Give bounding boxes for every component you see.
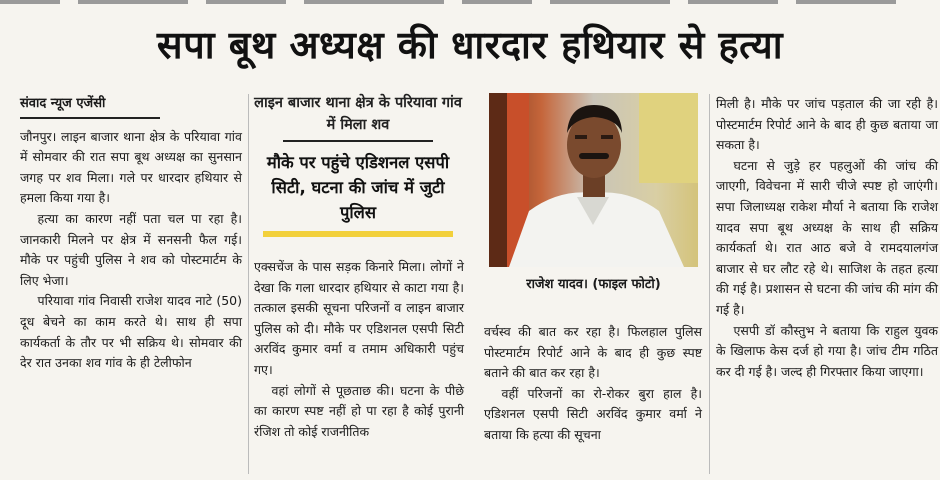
paragraph: घटना से जुड़े हर पहलुओं की जांच की जाएगी, विवेचना में सारी चीजे स्पष्ट हो जाएंगी। सपा जिलाध्यक्ष राकेश मौर्या ने बताया कि राजेश यादव सपा बूथ अध्यक्ष के साथ ही सक्रिय कार्यकर्ता थे। रात आठ बजे वे रामदयालगंज बाजार से घर लौट रहे थे। साजिश के तहत हत्या की गई है। प्रशासन से घटना की जांच की मांग की गई है। [716, 157, 938, 317]
paragraph: वहां लोगों से पूछताछ की। घटना के पीछे का कारण स्पष्ट नहीं हो पा रहा है कोई पुरानी रंजिश तो कोई राजनीतिक [254, 382, 464, 439]
subhead-secondary: मौके पर पहुंचे एडिशनल एसपी सिटी, घटना की जांच में जुटी पुलिस [266, 153, 450, 222]
headline: सपा बूथ अध्यक्ष की धारदार हथियार से हत्या [156, 23, 784, 67]
byline: संवाद न्यूज एजेंसी [20, 94, 160, 119]
paragraph: मिली है। मौके पर जांच पड़ताल की जा रही है। पोस्टमार्टम रिपोर्ट आने के बाद ही कुछ बताया जा सकता है। [716, 96, 938, 153]
paragraph: वहीं परिजनों का रो-रोकर बुरा हाल है। एडिशनल एसपी सिटी अरविंद कुमार वर्मा ने बताया कि हत्या की सूचना [484, 385, 702, 442]
paragraph: वर्चस्व की बात कर रहा है। फिलहाल पुलिस पोस्टमार्टम रिपोर्ट आने के बाद ही कुछ स्पष्ट बताने की बात कर रहा है। [484, 324, 702, 381]
cropped-previous-text [0, 0, 940, 14]
article-column-3 [484, 322, 702, 446]
paragraph: एक्सचेंज के पास सड़क किनारे मिला। लोगों ने देखा कि गला धारदार हथियार से काटा गया है। तत्काल इसकी सूचना परिजनों व लाइन बाजार पुलिस को दी। मौके पर एडिशनल एसपी सिटी अरविंद कुमार वर्मा व तमाम अधिकारी पहुंच गए। [254, 259, 464, 377]
yellow-accent-bar [263, 231, 453, 237]
paragraph: परियावा गांव निवासी राजेश यादव नाटे (50) दूध बेचने का काम करते थे। साथ ही सपा कार्यकर्ता के तौर पर भी सक्रिय थे। सोमवार की देर रात उनका शव गांव के ही टेलीफोन [20, 293, 242, 371]
paragraph: जौनपुर। लाइन बाजार थाना क्षेत्र के परियावा गांव में सोमवार की रात सपा बूथ अध्यक्ष का सुनसान जगह पर शव मिला। गले पर धारदार हथियार से हमला किया गया है। [20, 128, 242, 206]
photo-caption: राजेश यादव। (फाइल फोटो) [526, 277, 661, 292]
paragraph: हत्या का कारण नहीं पता चल पा रहा है। जानकारी मिलने पर क्षेत्र में सनसनी फैल गई। मौके पर पहुंची पुलिस ने शव को पोस्टमार्टम के लिए भेजा। [20, 210, 242, 288]
column-divider [709, 94, 710, 474]
portrait-illustration [489, 93, 698, 267]
article-column-2 [254, 257, 464, 442]
person-photo [489, 93, 698, 267]
article-column-1 [20, 94, 242, 374]
paragraph: एसपी डॉ कौस्तुभ ने बताया कि राहुल युवक के खिलाफ केस दर्ज हो गया है। जांच टीम गठित कर दी गई है। जल्द ही गिरफ्तार किया जाएगा। [716, 322, 938, 379]
article-column-4 [716, 94, 938, 382]
subhead-box [254, 92, 462, 237]
column-divider [248, 94, 249, 474]
subhead-primary: लाइन बाजार थाना क्षेत्र के परियावा गांव में मिला शव [254, 95, 462, 133]
subhead-rule [283, 140, 433, 142]
